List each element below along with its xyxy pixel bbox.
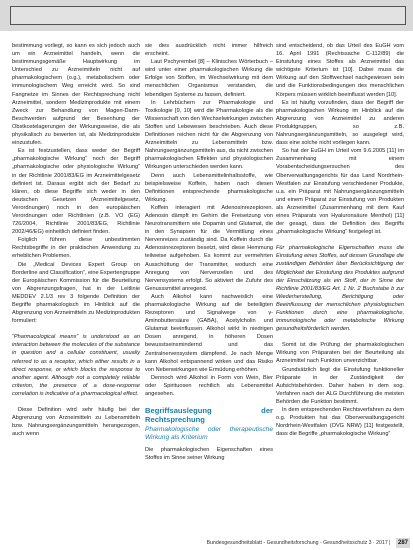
page-footer	[150, 538, 410, 548]
paragraph: Die „Medical Devices Expert Group on Borderline and Classification“, eine Expertengruppe der Europäischen Kommission für die Beurteilung von Abgrenzungsfragen, hat in der Leitlinie MEDDEV 2.1/3 rev 3 folgende Definition der Begriffe pharmakologisch im Hinblick auf die Abgrenzung von Arzneimitteln zu Medizinprodukten formuliert:	[12, 261, 140, 325]
text-column-1	[12, 42, 140, 438]
paragraph: Auch Alkohol kann nachweislich eine pharmakologische Wirkung auf die beteiligten Rezeptoren und Signalwege von γ-Aminobuttersäure (GABA), Acetylcholin und Glutamat beeinflussen. Alkohol wirkt in niedrigen Dosen anregend, in höheren Dosen bewusstseinsmindernd und das Zentralnervensystem dämpfend. Je nach Menge kann Alkohol entspannend wirken und das Risiko von Nebenwirkungen wie Ermüdung erhöhen.	[145, 293, 273, 373]
paragraph: sie dies ausdrücklich nicht immer hilfreich erscheint.	[145, 43, 273, 58]
paragraph: bestimmung vorliegt, so kann es sich jedoch auch um ein Arzneimittel handeln, wenn die bestimmungsgemäße Hauptwirkung im Unterschied zu Arzneimitteln nicht auf pharmakologischem (o.g.), metabolischem oder immunologischem Weg erreicht wird. So sind Fangnetze im Sinnes der Rechtsprechung nicht Arzneimittel, sondern Medizinprodukte mit einem Zweck zur Behandlung von Magen-Darm-Beschwerden aufgrund der Besenhung der Obstkostelagerungen der Wirkungsweise, die als physikalisch zu bewerten ist, als Medizinprodukte einzustufen.	[12, 43, 140, 147]
text-column-2	[145, 42, 273, 462]
paragraph: Somit ist die Prüfung der pharmakologischen Wirkung von Präparaten bei der Beurteilung als Arzneimittel nach Funktion unverzichtbar.	[276, 342, 404, 365]
italic-paragraph: Für pharmakologische Eigenschaften muss die Einstufung eines Stoffes, auf dessen Grundlage die zuständigen Behörden über Berücksichtigung der Möglichkeit der Einstufung des Produktes aufgrund der Einschätzung als ein Stoff, der in Sinne der Richtlinie 2001/83/EG Art. 1 Nr. 2 Buchstabe b zur Wiederherstellung, Berichtigung oder Beeinflussung der menschlichen physiologischen Funktionen durch eine pharmakologische, immunologische oder metabolische Wirkung gesundheitsförderlich werden.	[276, 245, 404, 333]
paragraph: Die pharmakologischen Eigenschaften eines Stoffes im Sinne seiner Wirkung	[145, 447, 273, 462]
paragraph: In dem entsprechenden Rechtsverfahren zu dem o.g. Produkten hat das Oberverwaltungsgericht Nordrhein-Westfalen (OVG NRW) [11] festgestellt, dass die Begriffe „pharmakologische Wirkung“	[276, 407, 404, 438]
paragraph: sind entscheidend, ob das Urteil des EuGH vom 16. April 1991 (Rechtssache C-112/89) die Einstufung eines Stoffes als Arzneimittel das wichtigste Kriterium ist [10]. Dabei muss die Wirkung auf den Stoffwechsel nachgewiesen sein und die Funktionsbedingungen des menschlichen Körpers müssen wirklich beeinflusst werden [10].	[276, 43, 404, 98]
paragraph: Es ist festzustellen, dass weder der Begriff „pharmakologische Wirkung“ noch der Begriff „pharmakologische oder physiologische Wirkung“ in der Richtlinie 2001/83/EG im Arzneimittelgesetz definiert ist. Daraus ergibt sich der Bedarf zu klären, ob diese Begriffe sich weder in den deutschen Gesetzen (Arzneimittelgesetz, Verordnungen) noch in den europäischen Verordnungen oder Richtlinien (z.B. VO (EG) 726/2004, Richtlinie 2001/83/EG, Richtlinie 2002/46/EG) einheitlich definiert finden.	[12, 148, 140, 236]
journal-name: Bundesgesundheitsblatt - Gesundheitsforschung - Gesundheitsschutz 3 · 2017	[206, 540, 388, 546]
paragraph: Es ist häufig vorzufinden, dass der Begriff der pharmakologischen Wirkung im Hinblick auf die Abgrenzung von Arzneimittel zu anderen Produktgruppen, so z.B. Nahrungsergänzungsmitteln, so ausgelegt wird, dass eine solche nicht vorliegen kann.	[276, 99, 404, 147]
paragraph: In Lehrbüchern zur Pharmakologie und Toxikologie [9, 10] wird die Pharmakologie als die Wissenschaft von den Wechselwirkungen zwischen Stoffen und Lebewesen beschrieben. Auch diese Definitionen reichen nicht für die Abgrenzung von Arzneimitteln zu Lebensmitteln bzw. Nahrungsergänzungsmitteln aus, da nicht zwischen pharmakologischen Effekten und physiologischen Wirkungen unterschieden werden kann.	[145, 99, 273, 171]
footer-separator: |	[389, 540, 391, 546]
section-subheading: Pharmakologische oder therapeutische Wirkung als Kriterium	[145, 426, 273, 442]
header-bar	[0, 0, 413, 31]
page-number: 287	[397, 540, 408, 546]
paragraph: Dennoch wird Alkohol in Form von Wein, Bier oder Spirituosen rechtlich als Lebensmittel angesehen.	[145, 374, 273, 398]
paragraph: Folglich führen diese unbestimmten Rechtsbegriffe in der praktischen Anwendung zu erheblichen Problemen.	[12, 237, 140, 260]
paragraph: Koffein interagiert mit Adenosinrezeptoren. Adenosin dämpft im Gehirn die Freisetzung von Neurotransmittern wie Dopamin und Glutamat, die in den Synapsen für die Vermittlung eines Nervenreizes zuständig sind. Da Koffein durch die Adenosinrezeptoren besetzt, wird diese Hemmung teilweise aufgehoben. Es kommt zur vermehrten Ausschüttung der Transmitter, wodurch eine Anregung von Nervenzellen und des Nervensystems erfolgt. So aktiviert die Zufuhr des Genusssmittel anregend.	[145, 204, 273, 292]
paragraph: Denn auch Lebensmittelinhaltsstoffe, wie beispielsweise Koffein, haben nach diesen Definitionen entsprechende pharmakologische Wirkung.	[145, 172, 273, 203]
paragraph: So hat der EuGH im Urteil vom 9.6.2005 [11] im Zusammenhang mit einem Vorabentscheidungsersuchen des Oberverwaltungsgerichts für das Land Nordrhein-Westfalen zur Einstufung verschiedener Produkte, u.a. ein Präparat mit Nahrungsergänzungsmitteln und einem Präparat zur Einstufung von Produkten als Arzneimittel (Zusammenhang mit dem Kauf eines Präparats von Hyaluronsäure Menthol) [11] der gesagt, dass die Definition des Begriffs „pharmakologische Wirkung“ festgelegt ist.	[276, 148, 404, 236]
quote-paragraph: “Pharmacological means” is understood as an interaction between the molecules of the substance in question and a cellular constituent, usually referred to as a receptor, which either results in a direct response, or which blocks the response to another agent. Although not a completely reliable criterion, the presence of a dose-response correlation is indicative of a pharmacological effect.	[12, 334, 140, 397]
text-column-3	[276, 42, 404, 438]
section-heading: Begriffsauslegung der Rechtsprechung	[145, 406, 273, 425]
paragraph: Grundsätzlich liegt die Einstufung funktioneller Präparate in der Zuständigkeit der Aufsichtsbehörden. Daher haben in dem sog. Verfahren nach der ALG Durchführung die meisten Behörden die Funktion bestimmt.	[276, 366, 404, 405]
header-box	[10, 6, 406, 25]
paragraph: Diese Definition wird sehr häufig bei der Abgrenzung von Arzneimitteln zu Lebensmitteln bzw. Nahrungsergänzungsmitteln herangezogen, auch wenn	[12, 407, 140, 438]
paragraph: Laut Pschyrembel [8] – Klinisches Wörterbuch – wird unter einer pharmakologischen Wirkung die Erfolge von Stoffen, im Wechselwirkung mit dem menschlichen Organismus verstanden, die lebendigen Systeme zu fassen, definiert.	[145, 59, 273, 98]
